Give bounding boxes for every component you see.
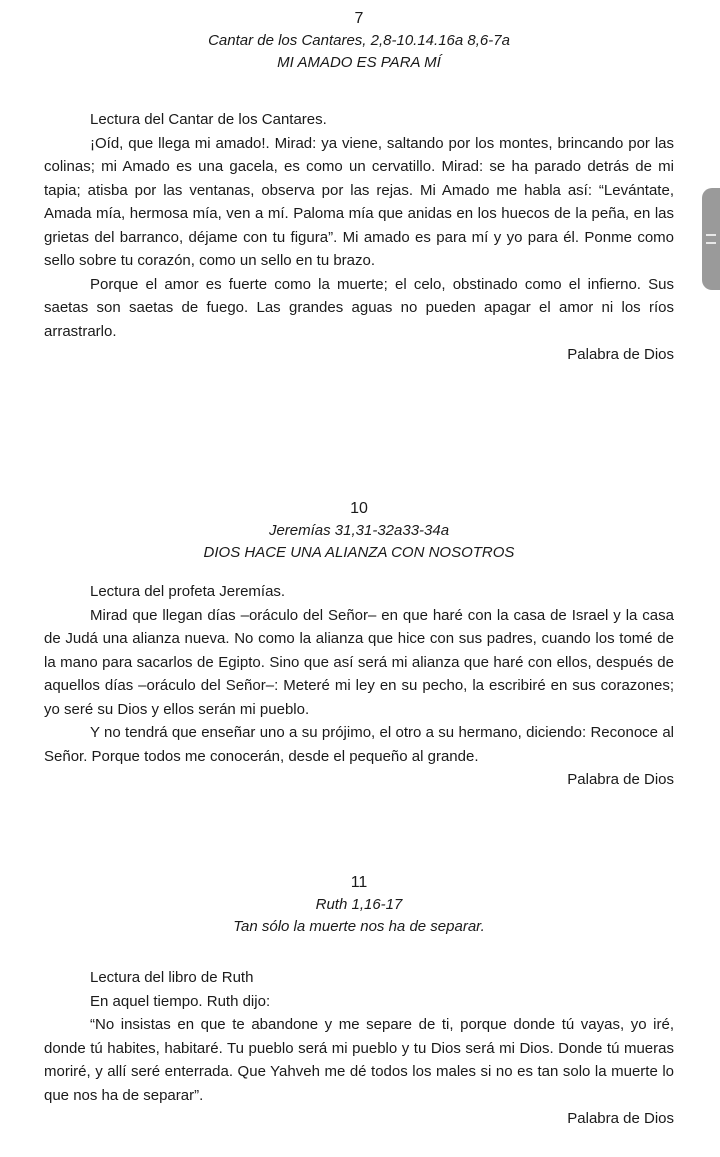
reading-title: MI AMADO ES PARA MÍ [277, 54, 441, 71]
reading-title: Tan sólo la muerte nos ha de separar. [233, 918, 485, 935]
reading-reference: Jeremías 31,31-32a33-34a [268, 522, 450, 539]
handle-grip-icon [706, 242, 716, 244]
reading-7 [44, 8, 674, 367]
reading-reference: Ruth 1,16-17 [315, 896, 403, 913]
reading-paragraph: Porque el amor es fuerte como la muerte; el celo, obstinado como el infierno. Sus saetas son saetas de fuego. Las grandes aguas no pueden apagar el amor ni los ríos arrastrarlo. [44, 275, 674, 340]
reading-paragraph: “No insistas en que te abandone y me separe de ti, porque donde tú vayas, yo iré, donde tú habites, habitaré. Tu pueblo será mi pueblo y tu Dios será mi Dios. Donde tú mueras moriré, y allí seré enterrada. Que Yahveh me dé todos los males si no es tan solo la muerte lo que nos ha de separar”. [44, 1016, 674, 1104]
handle-grip-icon [706, 234, 716, 236]
reading-title: DIOS HACE UNA ALIANZA CON NOSOTROS [203, 544, 515, 561]
reading-intro: Lectura del profeta Jeremías. [90, 583, 286, 600]
reading-closing: Palabra de Dios [567, 771, 674, 788]
reading-paragraph: ¡Oíd, que llega mi amado!. Mirad: ya viene, saltando por los montes, brincando por las colinas; mi Amado es una gacela, es como un cervatillo. Mirad: se ha parado detrás de mi tapia; atisba por las ventanas, observa por las rejas. Mi Amado me habla así: “Levántate, Amada mía, hermosa mía, ven a mí. Paloma mía que anidas en los huecos de la peña, en las grietas del barranco, déjame con tu figura”. Mi amado es para mí y yo para él. Ponme como sello sobre tu corazón, como un sello en tu brazo. [44, 134, 674, 269]
reading-closing: Palabra de Dios [567, 346, 674, 363]
reading-reference: Cantar de los Cantares, 2,8-10.14.16a 8,6-7a [208, 32, 510, 49]
reading-number: 10 [350, 500, 368, 517]
reading-intro: Lectura del libro de Ruth [90, 969, 254, 986]
reading-intro-2: En aquel tiempo. Ruth dijo: [90, 992, 271, 1010]
reading-number: 7 [354, 10, 364, 27]
reading-paragraph: Y no tendrá que enseñar uno a su prójimo, el otro a su hermano, diciendo: Reconoce al Señor. Porque todos me conocerán, desde el pequeño al grande. [44, 724, 674, 765]
reading-number: 11 [350, 874, 368, 891]
reading-closing: Palabra de Dios [567, 1110, 674, 1127]
reading-11 [44, 872, 674, 1131]
reading-paragraph: Mirad que llegan días –oráculo del Señor– en que haré con la casa de Israel y la casa de Judá una alianza nueva. No como la alianza que hice con sus padres, cuando los tomé de la mano para sacarlos de Egipto. Sino que así será mi alianza que haré con ellos, después de aquellos días –oráculo del Señor–: Meteré mi ley en su pecho, la escribiré en sus corazones; yo seré su Dios y ellos serán mi pueblo. [44, 606, 674, 718]
reading-intro: Lectura del Cantar de los Cantares. [90, 111, 327, 128]
drag-handle[interactable] [702, 188, 720, 290]
reading-10 [44, 498, 674, 792]
